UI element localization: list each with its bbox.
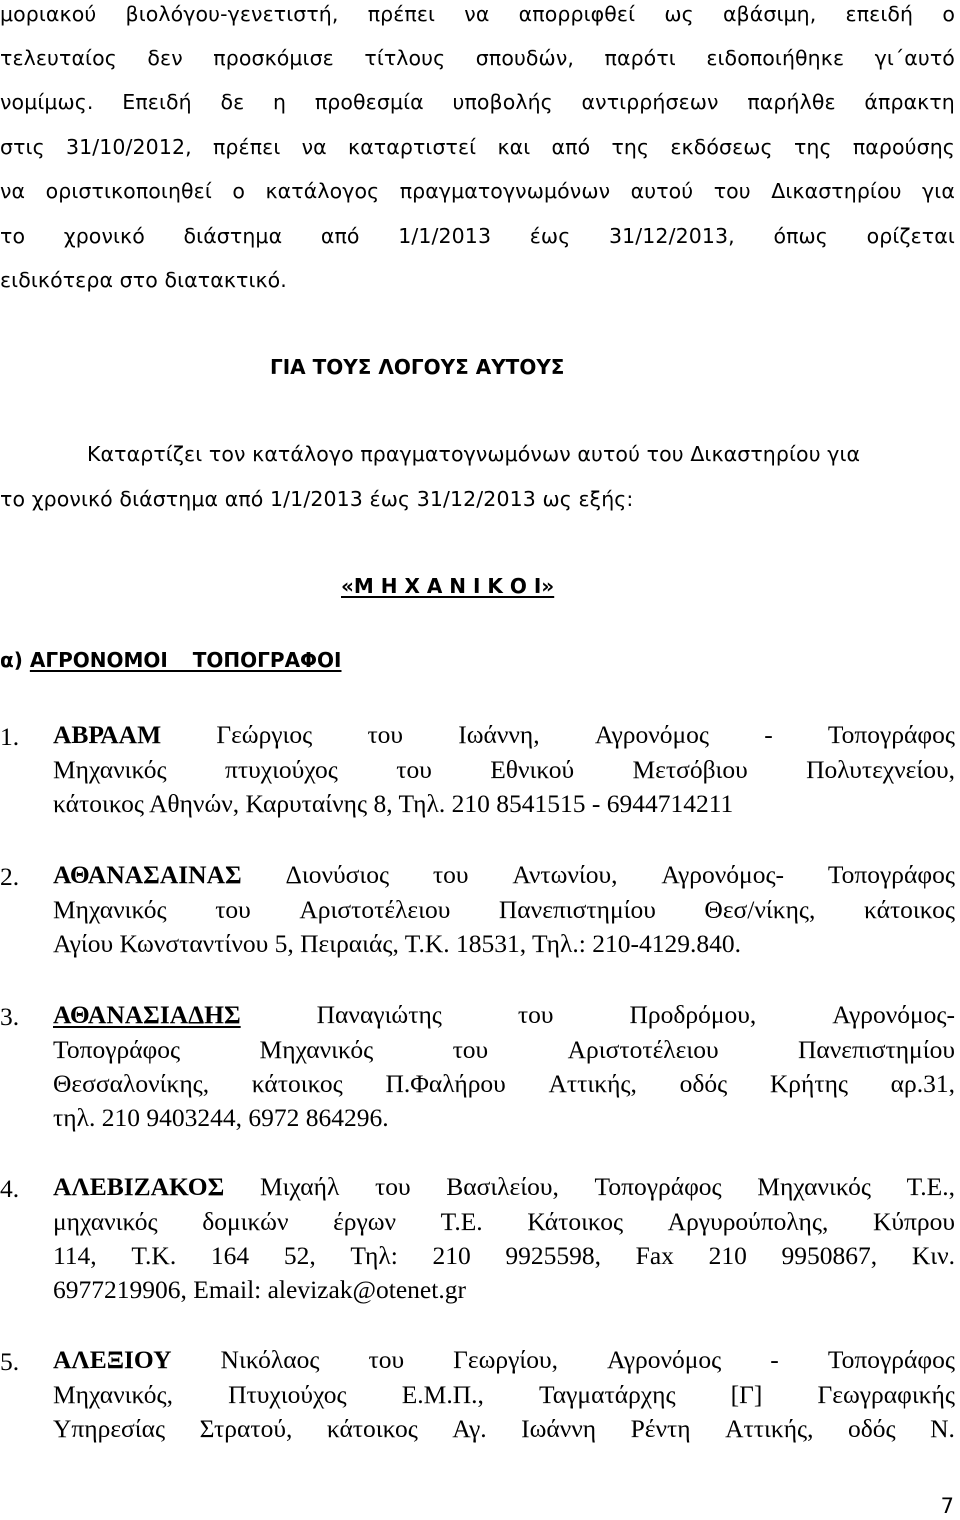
word: Κρήτης — [769, 1069, 848, 1098]
entry-surname: ΑΘΑΝΑΣΙΑΔΗΣ — [53, 1000, 241, 1029]
entry-first-line — [53, 722, 955, 748]
word: Ρέντη — [630, 1414, 691, 1443]
word: Αντωνίου, — [512, 860, 618, 889]
word: του — [374, 1172, 411, 1201]
word: Τ.Κ. — [131, 1241, 177, 1270]
subcategory-title: ΑΓΡΟΝΟΜΟΙ ΤΟΠΟΓΡΑΦΟΙ — [29, 648, 342, 672]
word: η — [273, 90, 287, 114]
word: οδός — [848, 1414, 896, 1443]
word: Υπηρεσίας — [53, 1414, 166, 1443]
word: από — [551, 135, 591, 159]
entry-number: 2. — [0, 862, 20, 891]
word: Τ.Ε., — [906, 1172, 955, 1201]
word: παρότι — [604, 46, 676, 70]
word: 52, — [283, 1241, 316, 1270]
word: πρέπει — [367, 2, 436, 26]
entry-line: Αγίου Κωνσταντίνου 5, Πειραιάς, Τ.Κ. 18531, Τηλ.: 210-4129.840. — [53, 929, 741, 958]
word: και — [497, 135, 531, 159]
word: Μηχανικός, — [53, 1380, 174, 1409]
word: Τοπογράφος — [53, 1035, 181, 1064]
word: ο — [942, 2, 955, 26]
word: από — [320, 224, 360, 248]
word: δομικών — [202, 1207, 289, 1236]
word: ο — [232, 179, 246, 203]
word: 31/10/2012, — [65, 135, 192, 159]
entry-number: 4. — [0, 1174, 20, 1203]
entry-surname: ΑΛΕΒΙΖΑΚΟΣ — [53, 1172, 225, 1201]
word: ορίζεται — [866, 224, 955, 248]
intro-line: ειδικότερα στο διατακτικό. — [0, 268, 287, 292]
word: έως — [529, 224, 571, 248]
word: Τοπογράφος — [827, 860, 955, 889]
word: Ταγματάρχης — [538, 1380, 676, 1409]
word: Μηχανικός — [757, 1172, 871, 1201]
word: - — [770, 1345, 779, 1374]
word: μηχανικός — [53, 1207, 158, 1236]
word: κάτοικος — [326, 1414, 418, 1443]
word: μοριακού — [0, 2, 97, 26]
word: πτυχιούχος — [225, 755, 338, 784]
word: Μηχανικός — [53, 755, 167, 784]
word: άπρακτη — [864, 90, 955, 114]
word: χρονικό — [63, 224, 145, 248]
word: τίτλους — [364, 46, 446, 70]
word: 210 — [708, 1241, 747, 1270]
word: Παναγιώτης — [316, 1000, 442, 1029]
word: διάστημα — [183, 224, 283, 248]
entry-first-line — [53, 862, 955, 888]
word: Τηλ: — [350, 1241, 398, 1270]
word: του — [396, 755, 432, 784]
word: σπουδών, — [475, 46, 574, 70]
entry-surname: ΑΛΕΞΙΟΥ — [53, 1345, 172, 1374]
word: Τ.Ε. — [440, 1207, 483, 1236]
word: Πτυχιούχος — [228, 1380, 347, 1409]
word: απορριφθεί — [518, 2, 636, 26]
word: Νικόλαος — [220, 1345, 320, 1374]
word: εκδόσεως — [670, 135, 773, 159]
word: 9950867, — [781, 1241, 878, 1270]
word: Τοπογράφος — [827, 720, 955, 749]
category-title: «Μ Η Χ Α Ν Ι Κ Ο Ι» — [341, 574, 555, 598]
word: Θεσσαλονίκης, — [53, 1069, 210, 1098]
word: παρήλθε — [747, 90, 836, 114]
word: του — [432, 860, 469, 889]
word: Αγρονόμος — [594, 720, 710, 749]
word: επειδή — [845, 2, 914, 26]
word: Αγρονόμος- — [661, 860, 785, 889]
word: Πανεπιστημίου — [498, 895, 656, 924]
word: Κάτοικος — [527, 1207, 624, 1236]
word: Εθνικού — [490, 755, 575, 784]
word: καταρτιστεί — [348, 135, 477, 159]
word: Αττικής, — [725, 1414, 814, 1443]
entry-line — [53, 1071, 955, 1097]
word: βιολόγου-γενετιστή, — [125, 2, 339, 26]
word: κατάλογος — [265, 179, 380, 203]
word: της — [611, 135, 650, 159]
word: Fax — [635, 1241, 674, 1270]
word: να — [464, 2, 490, 26]
word: Ιωάννη — [521, 1414, 597, 1443]
word: γι΄αυτό — [874, 46, 955, 70]
entry-line — [53, 1382, 955, 1408]
word: πραγματογνωμόνων — [399, 179, 611, 203]
intro-line — [0, 92, 955, 113]
word: για — [922, 179, 955, 203]
word: Μιχαήλ — [259, 1172, 340, 1201]
entry-first-line — [53, 1002, 955, 1028]
word: τελευταίος — [0, 46, 117, 70]
word: αρ.31, — [890, 1069, 955, 1098]
word: να — [301, 135, 327, 159]
word: έργων — [333, 1207, 397, 1236]
word: Πολυτεχνείου, — [806, 755, 955, 784]
word: όπως — [773, 224, 828, 248]
word: κάτοικος — [863, 895, 955, 924]
word: Βασιλείου, — [446, 1172, 559, 1201]
entry-line — [53, 1037, 955, 1063]
subcategory-prefix: α) — [0, 648, 30, 672]
word: Μηχανικός — [53, 895, 167, 924]
word: της — [793, 135, 832, 159]
word: Μηχανικός — [259, 1035, 374, 1064]
word: πρέπει — [212, 135, 281, 159]
word: Αγρονόμος- — [832, 1000, 955, 1029]
entry-line — [53, 757, 955, 783]
word: οριστικοποιηθεί — [45, 179, 212, 203]
entry-line — [53, 1209, 955, 1235]
entry-line: τηλ. 210 9403244, 6972 864296. — [53, 1103, 389, 1132]
entry-number: 3. — [0, 1002, 20, 1031]
entry-surname: ΑΘΑΝΑΣΑΙΝΑΣ — [53, 860, 242, 889]
page-number: 7 — [940, 1494, 954, 1518]
word: αντιρρήσεων — [581, 90, 719, 114]
word: Στρατού, — [199, 1414, 293, 1443]
word: 164 — [210, 1241, 250, 1270]
intro-line — [0, 48, 955, 69]
word: να — [0, 179, 26, 203]
word: Αγρονόμος — [607, 1345, 722, 1374]
word: 114, — [53, 1241, 97, 1270]
word: Γεωργίου, — [453, 1345, 558, 1374]
word: Π.Φαλήρου — [385, 1069, 506, 1098]
entry-line — [53, 1416, 955, 1442]
word: αβάσιμη, — [722, 2, 817, 26]
word: προθεσμία — [314, 90, 424, 114]
word: - — [764, 720, 773, 749]
word: το — [0, 224, 26, 248]
word: Κύπρου — [872, 1207, 955, 1236]
word: Μετσόβιου — [632, 755, 748, 784]
word: κάτοικος — [251, 1069, 343, 1098]
word: Γεώργιος — [216, 720, 313, 749]
word: 9925598, — [505, 1241, 601, 1270]
word: Ε.Μ.Π., — [401, 1380, 484, 1409]
word: οδός — [679, 1069, 728, 1098]
word: 1/1/2013 — [398, 224, 492, 248]
word: υποβολής — [452, 90, 553, 114]
word: αυτού — [630, 179, 694, 203]
word: του — [368, 1345, 405, 1374]
word: παρούσης — [852, 135, 955, 159]
intro-line — [0, 4, 955, 25]
word: στις — [0, 135, 45, 159]
word: δεν — [147, 46, 183, 70]
word: ειδοποιήθηκε — [706, 46, 845, 70]
subcategory-heading — [0, 650, 342, 670]
word: [Γ] — [730, 1380, 763, 1409]
entry-number: 5. — [0, 1347, 20, 1376]
word: Ιωάννη, — [458, 720, 540, 749]
word: του — [713, 179, 751, 203]
intro-line — [0, 226, 955, 247]
word: Προδρόμου, — [629, 1000, 757, 1029]
entry-first-line — [53, 1174, 955, 1200]
word: νομίμως. — [0, 90, 94, 114]
entry-surname: ΑΒΡΑΑΜ — [53, 720, 162, 749]
word: Τοπογράφος — [594, 1172, 722, 1201]
decision-line: το χρονικό διάστημα από 1/1/2013 έως 31/12/2013 ως εξής: — [0, 487, 634, 511]
word: του — [452, 1035, 489, 1064]
word: Ν. — [930, 1414, 955, 1443]
word: Αγ. — [452, 1414, 487, 1443]
word: Τοπογράφος — [827, 1345, 955, 1374]
entry-number: 1. — [0, 722, 20, 751]
word: Πανεπιστημίου — [797, 1035, 955, 1064]
word: Κιν. — [911, 1241, 955, 1270]
entry-line — [53, 897, 955, 923]
word: Επειδή — [122, 90, 192, 114]
word: δε — [220, 90, 245, 114]
entry-line: 6977219906, Email: alevizak@otenet.gr — [53, 1275, 466, 1304]
entry-line: κάτοικος Αθηνών, Καρυταίνης 8, Τηλ. 210 8541515 - 6944714211 — [53, 789, 734, 818]
intro-line — [0, 181, 955, 202]
word: Αριστοτέλειου — [299, 895, 451, 924]
word: προσκόμισε — [213, 46, 334, 70]
word: του — [367, 720, 404, 749]
word: 210 — [432, 1241, 471, 1270]
word: Αριστοτέλειου — [567, 1035, 719, 1064]
decision-heading: ΓΙΑ ΤΟΥΣ ΛΟΓΟΥΣ ΑΥΤΟΥΣ — [270, 355, 565, 379]
word: Αττικής, — [548, 1069, 637, 1098]
word: Διονύσιος — [285, 860, 390, 889]
entry-first-line — [53, 1347, 955, 1373]
word: Γεωγραφικής — [817, 1380, 955, 1409]
word: του — [517, 1000, 554, 1029]
entry-line — [53, 1243, 955, 1269]
word: του — [215, 895, 251, 924]
word: 31/12/2013, — [609, 224, 735, 248]
word: Δικαστηρίου — [771, 179, 902, 203]
word: Θεσ/νίκης, — [704, 895, 816, 924]
decision-line: Καταρτίζει τον κατάλογο πραγματογνωμόνων αυτού του Δικαστηρίου για — [87, 442, 861, 466]
word: Αργυρούπολης, — [667, 1207, 829, 1236]
intro-line — [0, 137, 955, 158]
word: ως — [664, 2, 694, 26]
